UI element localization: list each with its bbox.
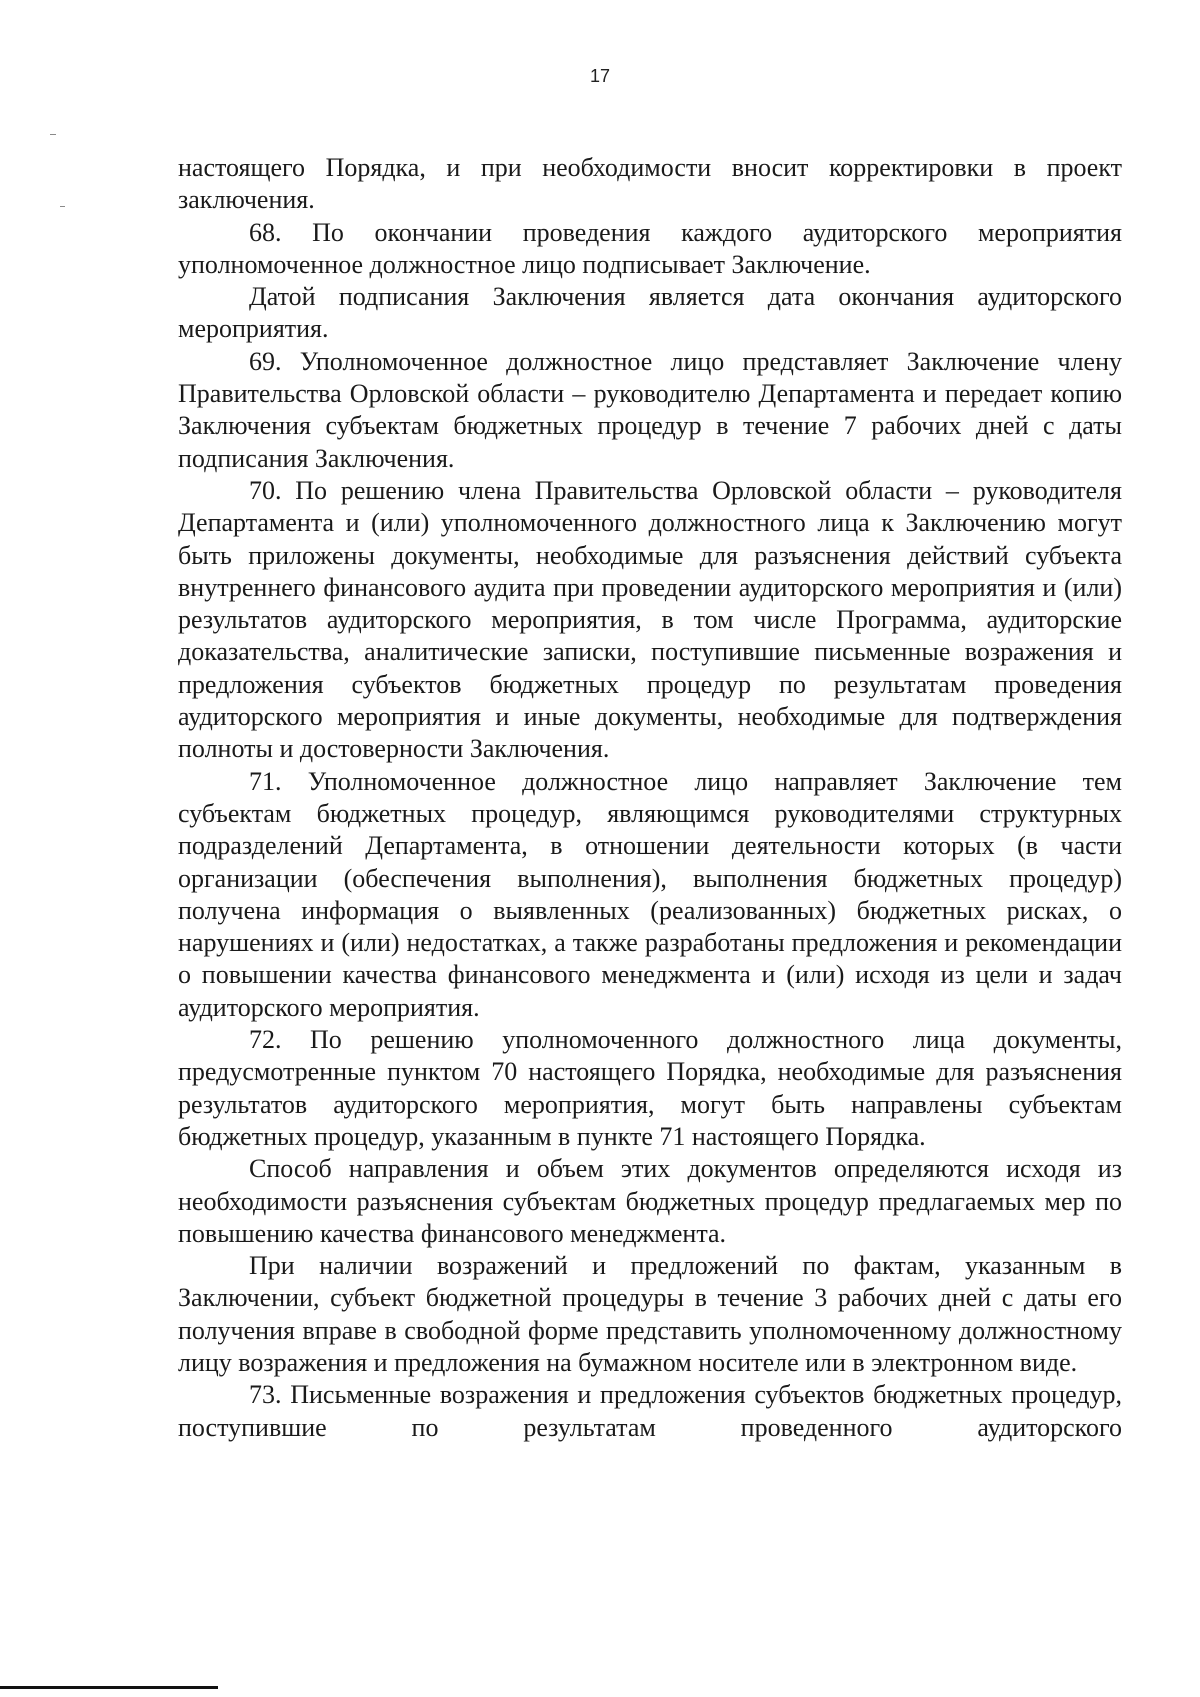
paragraph-signing-date: Датой подписания Заключения является дата окончания аудиторского мероприятия. [178, 282, 1122, 344]
paragraph-69: 69. Уполномоченное должностное лицо представляет Заключение члену Правительства Орловской области – руководителю Департамента и передает копию Заключения субъектам бюджетных процедур в течение 7 рабочих дней с даты подписания Заключения. [178, 346, 1122, 473]
paragraph-objections: При наличии возражений и предложений по фактам, указанным в Заключении, субъект бюджетной процедуры в течение 3 рабочих дней с даты его получения вправе в свободной форме представить уполномоченному должностному лицу возражения и предложения на бумажном носителе или в электронном виде. [178, 1251, 1122, 1377]
footer-rule [0, 1686, 218, 1689]
paragraph-73: 73. Письменные возражения и предложения субъектов бюджетных процедур, поступившие по результатам проведенного аудиторского [178, 1380, 1122, 1442]
paragraph-71: 71. Уполномоченное должностное лицо направляет Заключение тем субъектам бюджетных процедур, являющимся руководителями структурных подразделений Департамента, в отношении деятельности которых (в части организации (обеспечения выполнения), выполнения бюджетных процедур) получена информация о выявленных (реализованных) бюджетных рисках, о нарушениях и (или) недостатках, а также разработаны предложения и рекомендации о повышении качества финансового менеджмента и (или) исходя из цели и задач аудиторского мероприятия. [178, 766, 1122, 1022]
paragraph-continuation: настоящего Порядка, и при необходимости вносит корректировки в проект заключения. [178, 153, 1122, 215]
paragraph-method: Способ направления и объем этих документов определяются исходя из необходимости разъяснения субъектам бюджетных процедур предлагаемых мер по повышению качества финансового менеджмента. [178, 1154, 1122, 1248]
page-number: 17 [589, 66, 611, 86]
paragraph-72: 72. По решению уполномоченного должностного лица документы, предусмотренные пунктом 70 настоящего Порядка, необходимые для разъяснения результатов аудиторского мероприятия, могут быть направлены субъектам бюджетных процедур, указанным в пункте 71 настоящего Порядка. [178, 1025, 1122, 1151]
margin-mark [60, 206, 65, 207]
margin-mark [50, 134, 56, 135]
paragraph-70: 70. По решению члена Правительства Орловской области – руководителя Департамента и (или) уполномоченного должностного лица к Заключению могут быть приложены документы, необходимые для разъяснения действий субъекта внутреннего финансового аудита при проведении аудиторского мероприятия и (или) результатов аудиторского мероприятия, в том числе Программа, аудиторские доказательства, аналитические записки, поступившие письменные возражения и предложения субъектов бюджетных процедур по результатам проведения аудиторского мероприятия и иные документы, необходимые для подтверждения полноты и достоверности Заключения. [178, 475, 1122, 764]
document-body [178, 152, 1122, 1444]
paragraph-68: 68. По окончании проведения каждого аудиторского мероприятия уполномоченное должностное лицо подписывает Заключение. [178, 217, 1122, 279]
